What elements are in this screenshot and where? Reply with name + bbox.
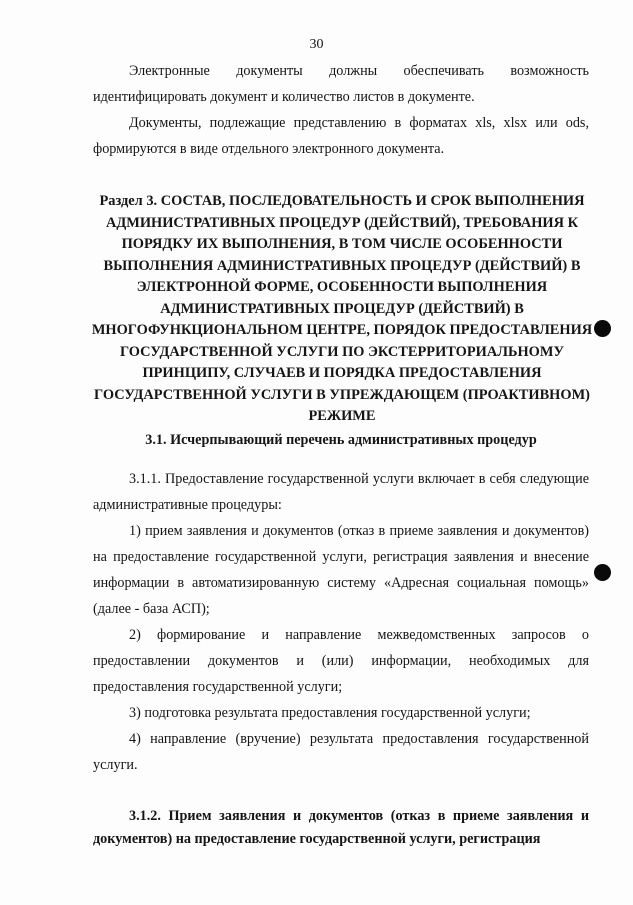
list-item-2: 2) формирование и направление межведомственных запросов о предоставлении документов и (или) информации, необходимых для предоставления государственной услуги; [93,627,589,695]
list-item-4: 4) направление (вручение) результата предоставления государственной услуги. [93,731,589,773]
list-item-1: 1) прием заявления и документов (отказ в приеме заявления и документов) на предоставление государственной услуги, регистрация заявления и внесение информации в автоматизированную систему «Адресная социальная помощь» (далее - база АСП); [93,523,589,617]
section-heading: Раздел 3. СОСТАВ, ПОСЛЕДОВАТЕЛЬНОСТЬ И СРОК ВЫПОЛНЕНИЯ АДМИНИСТРАТИВНЫХ ПРОЦЕДУР (ДЕЙСТВИЙ), ТРЕБОВАНИЯ К ПОРЯДКУ ИХ ВЫПОЛНЕНИЯ, В ТОМ ЧИСЛЕ ОСОБЕННОСТИ ВЫПОЛНЕНИЯ АДМИНИСТРАТИВНЫХ ПРОЦЕДУР (ДЕЙСТВИЙ) В ЭЛЕКТРОННОЙ ФОРМЕ, ОСОБЕННОСТИ ВЫПОЛНЕНИЯ АДМИНИСТРАТИВНЫХ ПРОЦЕДУР (ДЕЙСТВИЙ) В МНОГОФУНКЦИОНАЛЬНОМ ЦЕНТРЕ, ПОРЯДОК ПРЕДОСТАВЛЕНИЯ ГОСУДАРСТВЕННОЙ УСЛУГИ ПО ЭКСТЕРРИТОРИАЛЬНОМУ ПРИНЦИПУ, СЛУЧАЕВ И ПОРЯДКА ПРЕДОСТАВЛЕНИЯ ГОСУДАРСТВЕННОЙ УСЛУГИ В УПРЕЖДАЮЩЕМ (ПРОАКТИВНОМ) РЕЖИМЕ [91,193,593,424]
punch-hole-mark [594,320,611,337]
punch-hole-mark [594,564,611,581]
subheading-3-1: 3.1. Исчерпывающий перечень административных процедур [145,432,537,448]
paragraph-xls-formats: Документы, подлежащие представлению в форматах xls, xlsx или ods, формируются в виде отдельного электронного документа. [93,115,589,157]
subheading-3-1-2: 3.1.2. Прием заявления и документов (отказ в приеме заявления и документов) на предоставление государственной услуги, регистрация [93,808,589,847]
list-item-3: 3) подготовка результата предоставления государственной услуги; [129,705,531,721]
paragraph-electronic-documents: Электронные документы должны обеспечивать возможность идентифицировать документ и количество листов в документе. [93,63,589,105]
page-number: 30 [309,37,324,52]
paragraph-3-1-1: 3.1.1. Предоставление государственной услуги включает в себя следующие административные процедуры: [93,471,589,513]
